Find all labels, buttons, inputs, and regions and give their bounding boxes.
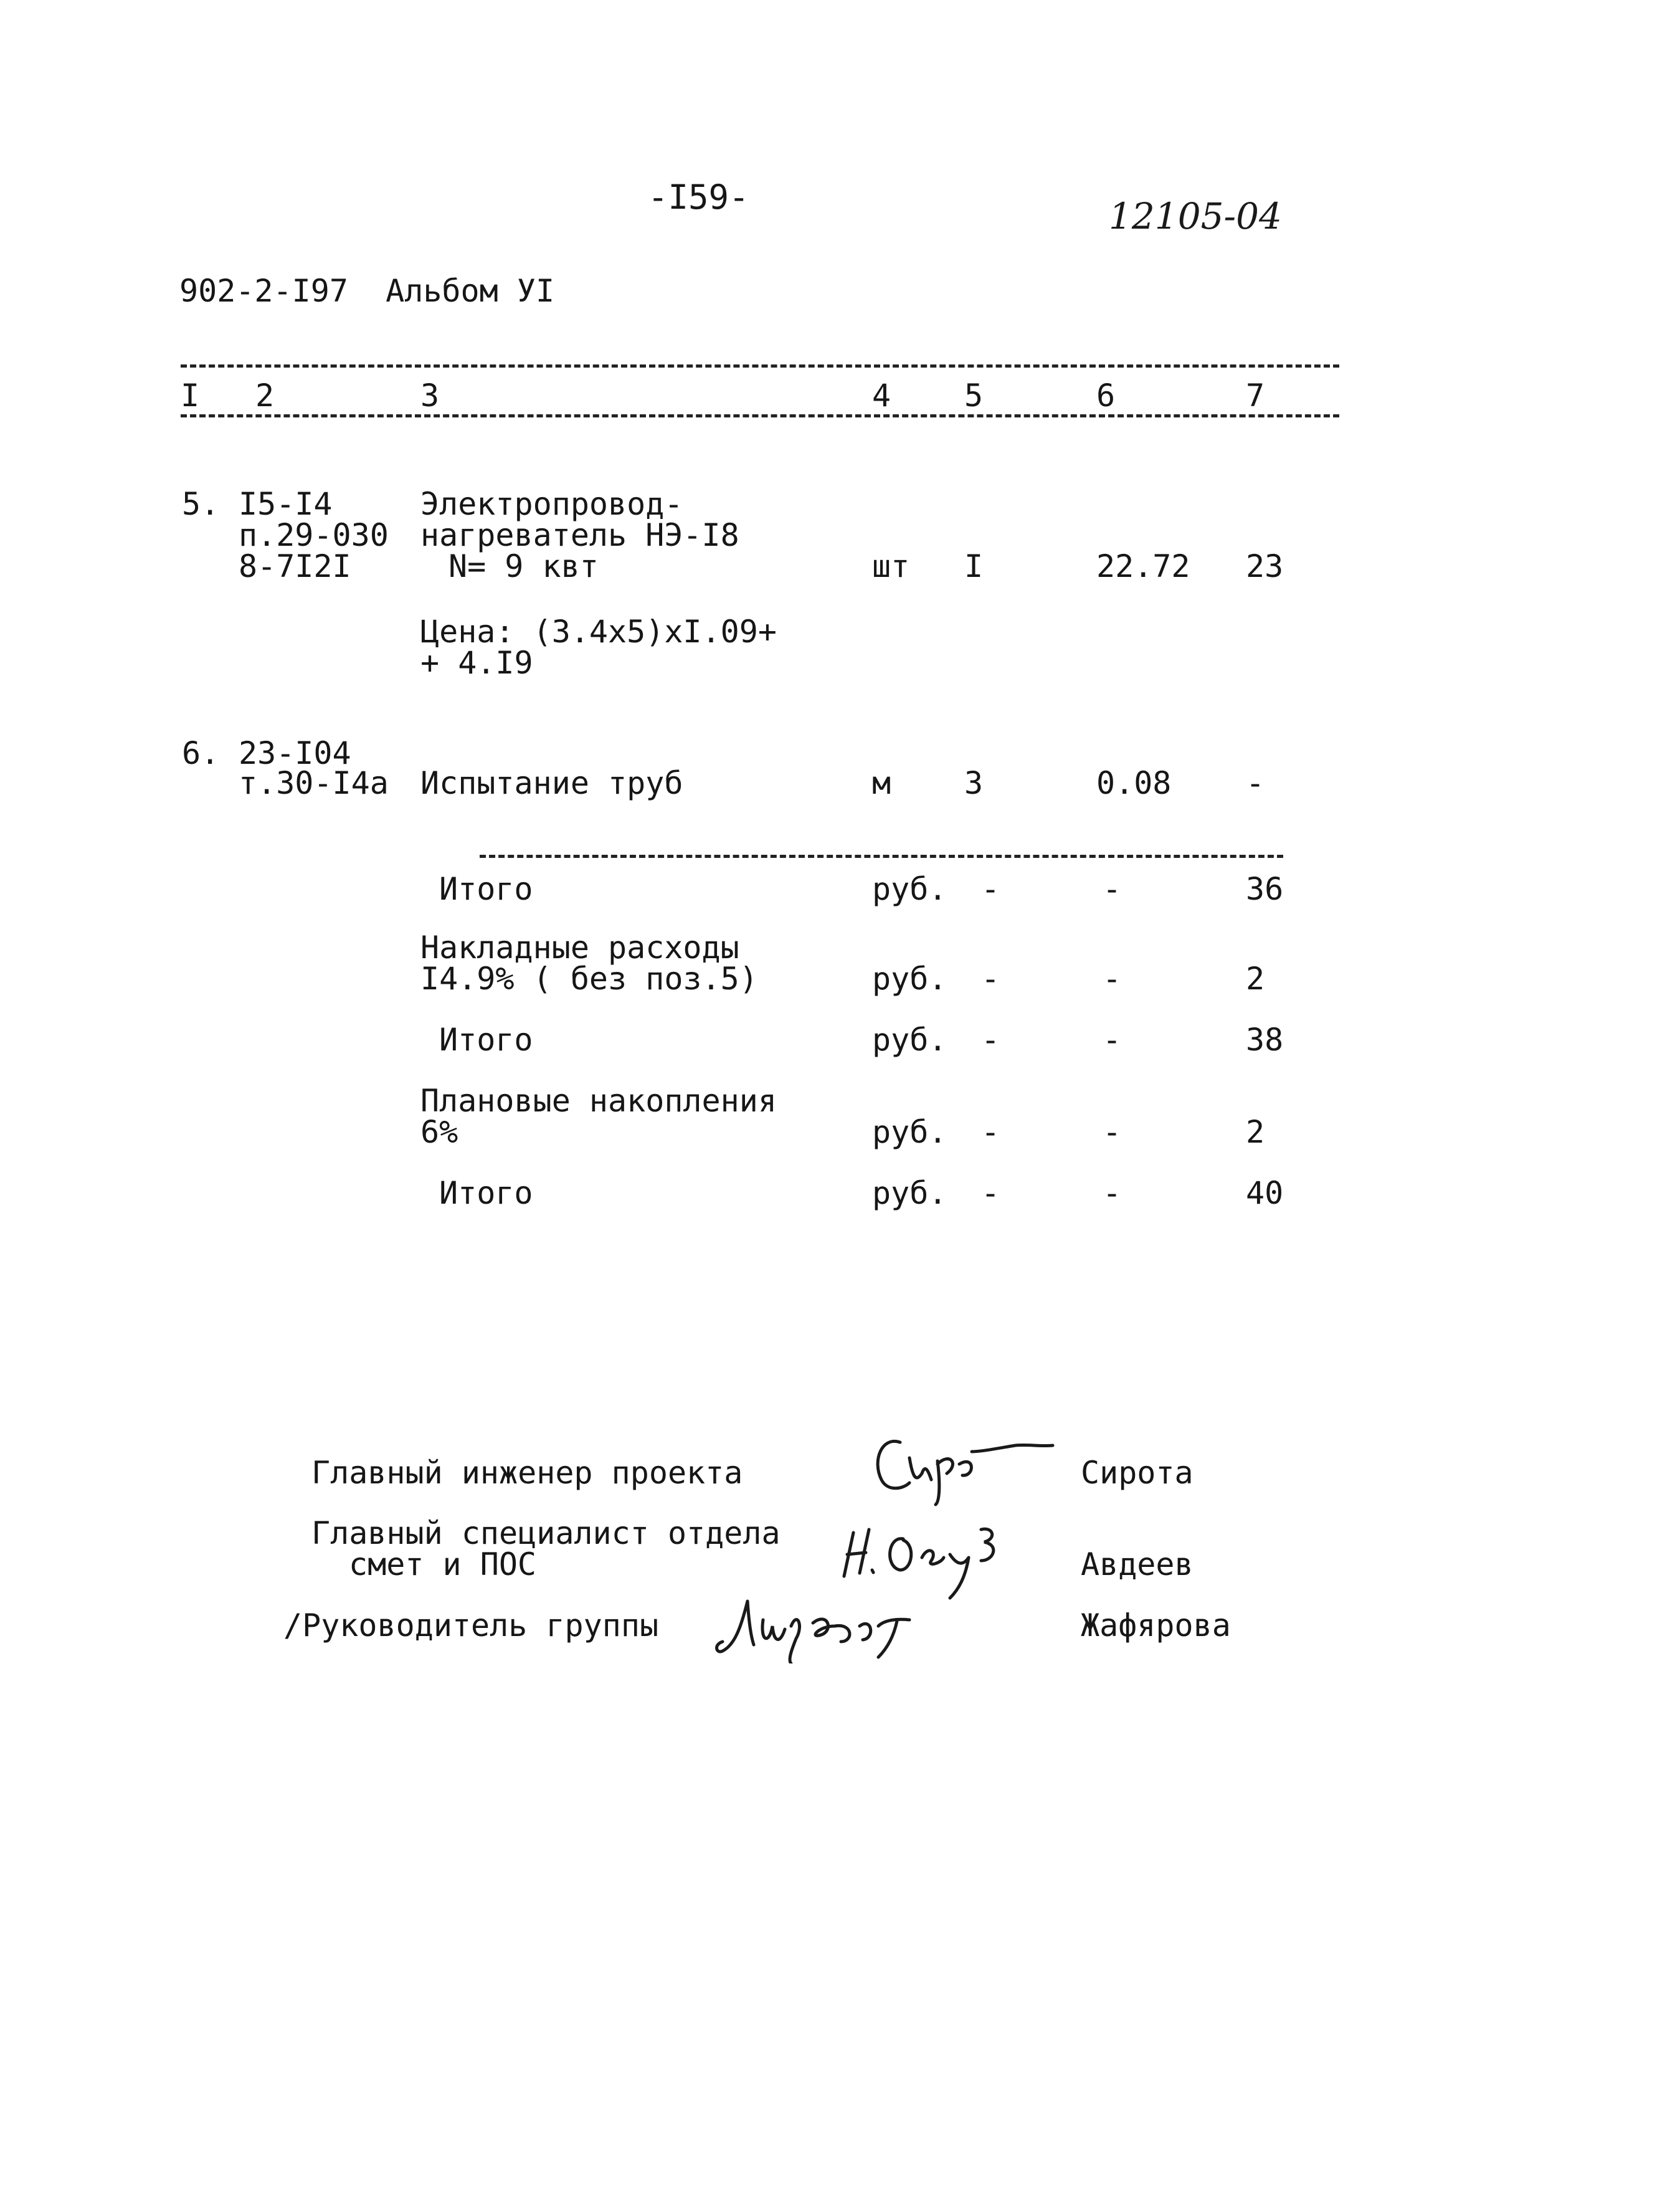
item-unit: шт (872, 548, 910, 584)
signatory-title: /Руководитель группы (283, 1607, 659, 1644)
column-header-2: 2 (255, 378, 275, 414)
summary-col5: - (981, 1022, 1000, 1058)
summary-total: 40 (1246, 1175, 1284, 1211)
item-code: 23-I04 (239, 735, 351, 771)
signatory-name: Авдеев (1081, 1546, 1194, 1582)
item-description: нагреватель НЭ-I8 (420, 517, 739, 553)
item-number: 5. (182, 486, 220, 522)
subtotal-rule (480, 855, 1283, 858)
summary-total: 38 (1246, 1022, 1284, 1058)
summary-total: 2 (1246, 1114, 1265, 1150)
summary-label: Итого (439, 1175, 533, 1211)
signature-sirota (866, 1427, 1065, 1508)
column-header-6: 6 (1096, 378, 1116, 414)
column-header-7: 7 (1246, 378, 1265, 414)
item-total: 23 (1246, 548, 1284, 584)
signatory-title: Главный специалист отдела (311, 1515, 781, 1551)
item-description: N= 9 квт (448, 548, 599, 584)
summary-total: 2 (1246, 961, 1265, 997)
summary-unit: руб. (872, 1022, 947, 1058)
item-total: - (1246, 765, 1265, 801)
item-number: 6. (182, 735, 220, 771)
header-bottom-rule (181, 414, 1339, 417)
summary-total: 36 (1246, 871, 1284, 907)
page-number: -I59- (648, 178, 749, 217)
item-price: 22.72 (1096, 548, 1190, 584)
summary-label: I4.9% ( без поз.5) (420, 961, 758, 997)
column-header-5: 5 (964, 378, 984, 414)
summary-label: Накладные расходы (420, 930, 739, 966)
column-header-3: 3 (420, 378, 440, 414)
summary-label: Итого (439, 871, 533, 907)
item-price-note: Цена: (3.4х5)хI.09+ (420, 614, 777, 650)
column-header-1: I (181, 378, 200, 414)
summary-label: Плановые накопления (420, 1083, 777, 1119)
item-code: I5-I4 (239, 486, 333, 522)
summary-col5: - (981, 871, 1000, 907)
summary-unit: руб. (872, 871, 947, 907)
summary-col6: - (1103, 1022, 1122, 1058)
column-header-4: 4 (872, 378, 891, 414)
header-top-rule (181, 364, 1339, 368)
item-description: Испытание труб (420, 765, 683, 801)
item-code: п.29-030 (239, 517, 389, 553)
summary-col5: - (981, 1175, 1000, 1211)
document-header: 902-2-I97 Альбом УI (179, 273, 555, 309)
summary-col6: - (1103, 1114, 1122, 1150)
signatory-title: Главный инженер проекта (311, 1455, 743, 1491)
summary-col6: - (1103, 1175, 1122, 1211)
summary-col6: - (1103, 961, 1122, 997)
item-description: Электропровод- (420, 486, 683, 522)
summary-label: Итого (439, 1022, 533, 1058)
summary-col6: - (1103, 871, 1122, 907)
item-price: 0.08 (1096, 765, 1172, 801)
summary-unit: руб. (872, 1175, 947, 1211)
archive-code: 12105-04 (1109, 195, 1282, 237)
signatory-name: Сирота (1081, 1455, 1194, 1491)
item-unit: м (872, 765, 891, 801)
item-price-note: + 4.I9 (420, 645, 533, 681)
item-code: 8-7I2I (239, 548, 351, 584)
signature-zhafyarova (710, 1582, 990, 1663)
summary-col5: - (981, 1114, 1000, 1150)
summary-unit: руб. (872, 961, 947, 997)
item-quantity: I (964, 548, 984, 584)
summary-col5: - (981, 961, 1000, 997)
summary-label: 6% (420, 1114, 458, 1150)
item-quantity: 3 (964, 765, 984, 801)
item-code: т.30-I4а (239, 765, 389, 801)
signatory-title: смет и ПОС (349, 1546, 537, 1582)
signatory-name: Жафярова (1081, 1607, 1231, 1644)
summary-unit: руб. (872, 1114, 947, 1150)
